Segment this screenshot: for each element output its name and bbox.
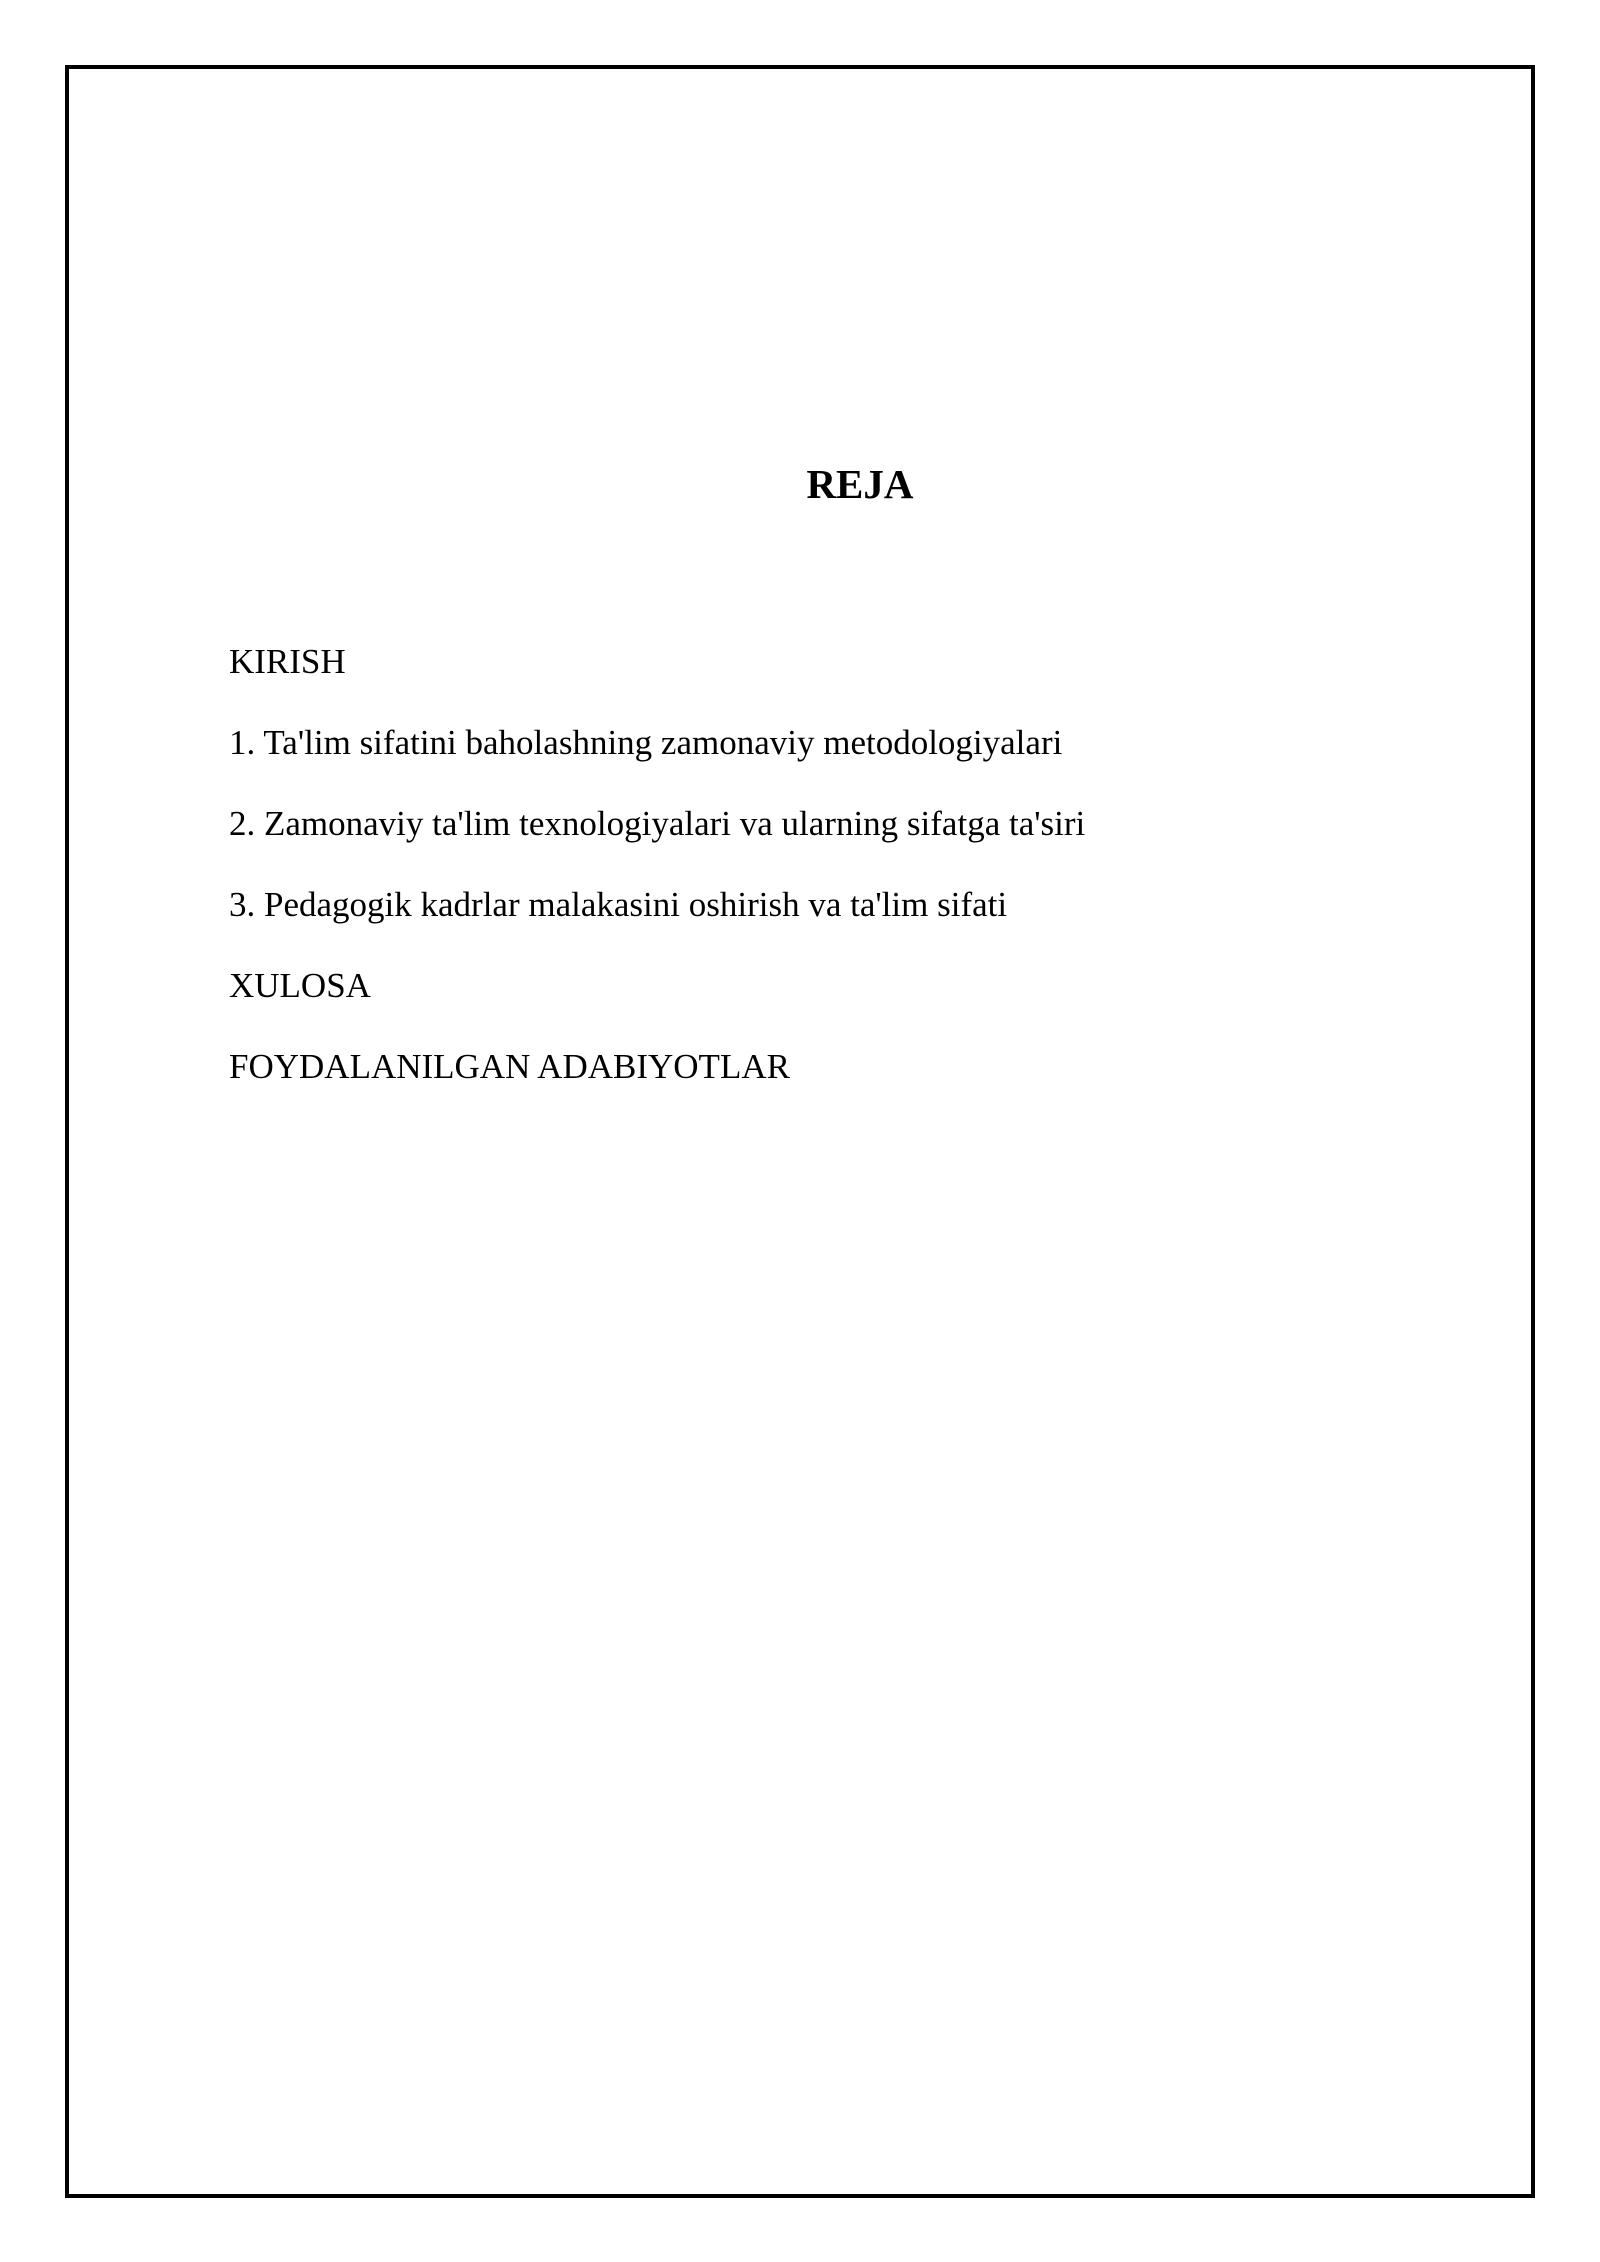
- toc-item-chapter-1: 1. Ta'lim sifatini baholashning zamonaviy metodologiyalari: [229, 723, 1063, 762]
- page-border: [65, 65, 1535, 2198]
- toc-item-chapter-3: 3. Pedagogik kadrlar malakasini oshirish va ta'lim sifati: [229, 885, 1008, 924]
- page-title: REJA: [806, 461, 914, 507]
- toc-item-conclusion: XULOSA: [229, 966, 371, 1005]
- table-of-contents: [229, 640, 1085, 1126]
- toc-item-introduction: KIRISH: [229, 642, 346, 681]
- toc-item-references: FOYDALANILGAN ADABIYOTLAR: [229, 1047, 790, 1086]
- toc-item-chapter-2: 2. Zamonaviy ta'lim texnologiyalari va ularning sifatga ta'siri: [229, 804, 1086, 843]
